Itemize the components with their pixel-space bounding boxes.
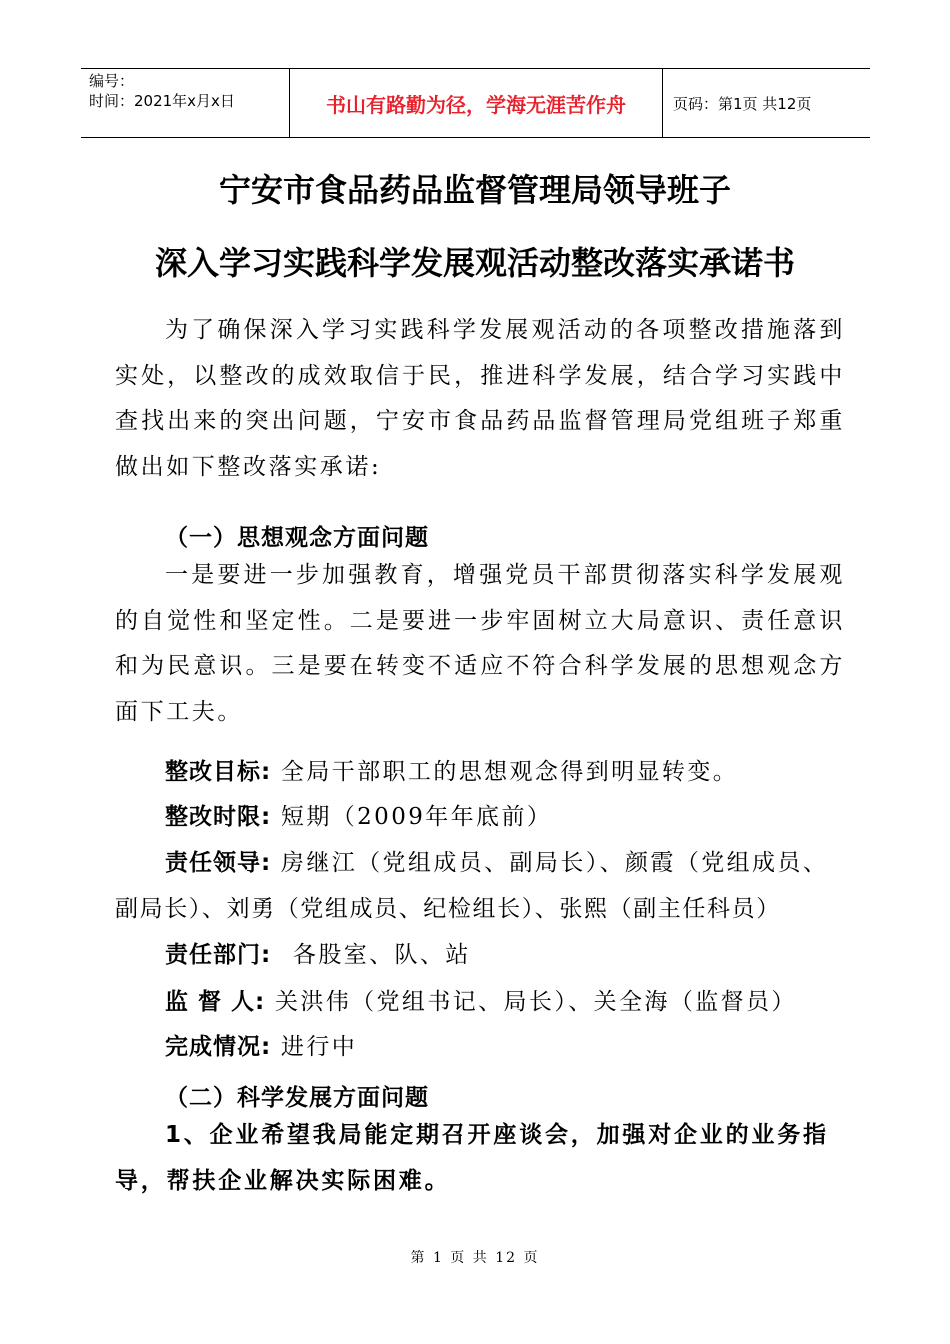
status-label: 完成情况:: [165, 1034, 272, 1060]
leader-row: [165, 844, 828, 877]
section2-item1: 1、企业希望我局能定期召开座谈会，加强对企业的业务指导，帮扶企业解决实际困难。: [115, 1122, 829, 1194]
supervisor-label: 监 督 人:: [165, 989, 266, 1015]
section2-heading: （二）科学发展方面问题: [165, 1085, 429, 1111]
leader-value-line2: 副局长）、刘勇（党组成员、纪检组长）、张熙（副主任科员）: [115, 896, 781, 922]
leader-value-line1: 房继江（党组成员、副局长）、颜霞（党组成员、: [280, 850, 829, 876]
page-footer: 第 1 页 共 12 页: [410, 1250, 540, 1266]
section1-heading: （一）思想观念方面问题: [165, 525, 429, 551]
header-page-code: 页码：第1页 共12页: [673, 94, 812, 113]
goal-value: 全局干部职工的思想观念得到明显转变。: [280, 759, 739, 785]
document-title-line1: 宁安市食品药品监督管理局领导班子: [218, 171, 731, 209]
supervisor-row: [165, 983, 797, 1016]
number-label: 编号：: [89, 72, 135, 90]
header-table: [81, 68, 870, 138]
dept-row: [165, 936, 471, 969]
dept-label: 责任部门:: [165, 942, 272, 968]
deadline-label: 整改时限:: [165, 804, 272, 830]
goal-row: [165, 753, 738, 786]
dept-value: 各股室、队、站: [292, 942, 471, 968]
header-motto: 书山有路勤为径，学海无涯苦作舟: [290, 69, 663, 137]
status-value: 进行中: [280, 1034, 358, 1060]
goal-label: 整改目标:: [165, 759, 272, 785]
time-label: 时间：2021年x月x日: [89, 92, 235, 110]
document-title-line2: 深入学习实践科学发展观活动整改落实承诺书: [154, 244, 795, 282]
supervisor-value: 关洪伟（党组书记、局长）、关全海（监督员）: [274, 989, 797, 1015]
section1-body: 一是要进一步加强教育，增强党员干部贯彻落实科学发展观的自觉性和坚定性。二是要进一步牢固树立大局意识、责任意识和为民意识。三是要在转变不适应不符合科学发展的思想观念方面下工夫。: [115, 562, 845, 725]
deadline-value: 短期（2009年年底前）: [280, 804, 553, 830]
intro-paragraph: 为了确保深入学习实践科学发展观活动的各项整改措施落到实处，以整改的成效取信于民，推进科学发展，结合学习实践中查找出来的突出问题，宁安市食品药品监督管理局党组班子郑重做出如下整改落实承诺:: [115, 317, 845, 480]
status-row: [165, 1028, 357, 1061]
deadline-row: [165, 798, 552, 831]
leader-label: 责任领导:: [165, 850, 272, 876]
header-meta-cell: [81, 69, 290, 137]
